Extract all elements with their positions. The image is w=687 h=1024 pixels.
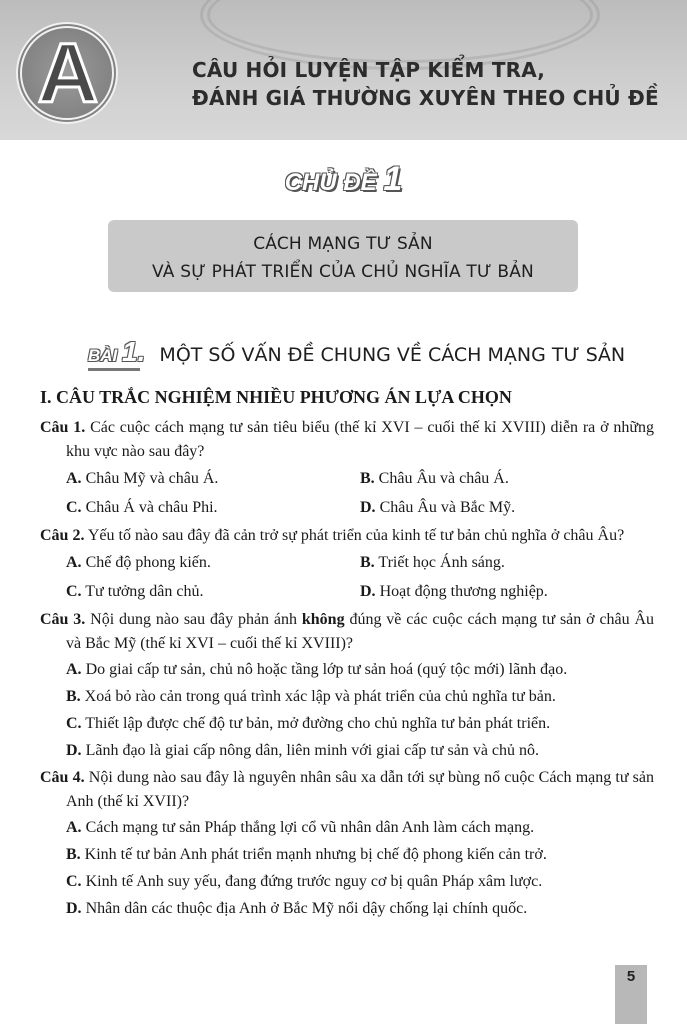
option-d xyxy=(66,895,654,922)
question-body: Các cuộc cách mạng tư sản tiêu biểu (thế kỉ XVI – cuối thế kỉ XVIII) diễn ra ở những khu vực nào sau đây? xyxy=(66,419,655,460)
topic-title-box xyxy=(108,220,578,292)
question-emphasis: không xyxy=(301,611,345,628)
option-text: Châu Mỹ và châu Á. xyxy=(85,470,219,487)
options xyxy=(40,464,654,522)
questions-list xyxy=(40,416,654,924)
option-a xyxy=(66,814,654,841)
question-text xyxy=(40,524,654,548)
lesson-title: MỘT SỐ VẤN ĐỀ CHUNG VỀ CÁCH MẠNG TƯ SẢN xyxy=(159,344,626,366)
option-d xyxy=(360,577,654,606)
option-text: Thiết lập được chế độ tư bản, mở đường cho chủ nghĩa tư bản phát triển. xyxy=(85,715,551,732)
question-text xyxy=(40,766,654,814)
option-letter: A. xyxy=(66,554,82,571)
question-body: Nội dung nào sau đây là nguyên nhân sâu xa dẫn tới sự bùng nổ cuộc Cách mạng tư sản Anh (thế kỉ XVII)? xyxy=(66,769,655,810)
option-d xyxy=(66,737,654,764)
question-3 xyxy=(40,608,654,764)
option-b xyxy=(360,464,654,493)
options-row xyxy=(66,577,654,606)
option-text: Châu Âu và châu Á. xyxy=(378,470,509,487)
question-1 xyxy=(40,416,654,522)
lesson-label-text: BÀI xyxy=(88,346,118,365)
option-letter: D. xyxy=(66,742,82,759)
question-label: Câu 3. xyxy=(40,611,86,628)
topic-title-line1: CÁCH MẠNG TƯ SẢN xyxy=(253,234,433,254)
lesson-heading xyxy=(88,336,658,368)
option-d xyxy=(360,493,654,522)
section-badge-letter: A xyxy=(37,26,99,120)
option-text: Chế độ phong kiến. xyxy=(85,554,211,571)
question-label: Câu 2. xyxy=(40,527,85,544)
option-text: Tư tưởng dân chủ. xyxy=(85,583,204,600)
question-label: Câu 1. xyxy=(40,419,86,436)
option-c xyxy=(66,577,360,606)
option-text: Xoá bỏ rào cản trong quá trình xác lập và phát triển của chủ nghĩa tư bản. xyxy=(84,688,556,705)
option-c xyxy=(66,710,654,737)
option-letter: C. xyxy=(66,873,82,890)
topic-title-line2: VÀ SỰ PHÁT TRIỂN CỦA CHỦ NGHĨA TƯ BẢN xyxy=(152,262,534,282)
page-number: 5 xyxy=(626,968,636,985)
header-title-line1: CÂU HỎI LUYỆN TẬP KIỂM TRA, xyxy=(192,58,546,82)
option-c xyxy=(66,868,654,895)
option-letter: A. xyxy=(66,819,82,836)
question-2 xyxy=(40,524,654,606)
option-b xyxy=(66,841,654,868)
option-letter: A. xyxy=(66,470,82,487)
lesson-label xyxy=(88,336,146,367)
option-letter: B. xyxy=(66,846,81,863)
option-letter: B. xyxy=(360,470,375,487)
option-text: Cách mạng tư sản Pháp thắng lợi cổ vũ nhân dân Anh làm cách mạng. xyxy=(85,819,535,836)
header-title xyxy=(192,56,672,112)
option-text: Kinh tế tư bản Anh phát triển mạnh nhưng bị chế độ phong kiến cản trở. xyxy=(84,846,547,863)
option-text: Triết học Ánh sáng. xyxy=(378,554,505,571)
option-text: Châu Á và châu Phi. xyxy=(85,499,218,516)
topic-heading xyxy=(0,160,687,199)
question-body: Yếu tố nào sau đây đã cản trở sự phát triển của kinh tế tư bản chủ nghĩa ở châu Âu? xyxy=(87,527,625,544)
option-a xyxy=(66,464,360,493)
options xyxy=(40,548,654,606)
options-row xyxy=(66,464,654,493)
options xyxy=(40,814,654,922)
header-title-line2: ĐÁNH GIÁ THƯỜNG XUYÊN THEO CHỦ ĐỀ xyxy=(192,86,659,110)
option-text: Kinh tế Anh suy yếu, đang đứng trước nguy cơ bị quân Pháp xâm lược. xyxy=(85,873,543,890)
topic-label: CHỦ ĐỀ xyxy=(284,169,377,196)
section-title: I. CÂU TRẮC NGHIỆM NHIỀU PHƯƠNG ÁN LỰA CHỌN xyxy=(40,387,512,407)
question-text xyxy=(40,416,654,464)
option-letter: D. xyxy=(360,583,376,600)
topic-number: 1 xyxy=(383,160,403,198)
option-text: Do giai cấp tư sản, chủ nô hoặc tầng lớp tư sản hoá (quý tộc mới) lãnh đạo. xyxy=(85,661,568,678)
options xyxy=(40,656,654,764)
question-text xyxy=(40,608,654,656)
option-text: Hoạt động thương nghiệp. xyxy=(379,583,548,600)
option-text: Châu Âu và Bắc Mỹ. xyxy=(379,499,516,516)
question-4 xyxy=(40,766,654,922)
option-b xyxy=(360,548,654,577)
option-letter: C. xyxy=(66,583,82,600)
option-letter: C. xyxy=(66,715,82,732)
question-label: Câu 4. xyxy=(40,769,85,786)
option-text: Lãnh đạo là giai cấp nông dân, liên minh với giai cấp tư sản và chủ nô. xyxy=(85,742,540,759)
page-header xyxy=(0,0,687,140)
option-c xyxy=(66,493,360,522)
options-row xyxy=(66,548,654,577)
option-letter: C. xyxy=(66,499,82,516)
lesson-underline xyxy=(88,368,140,371)
option-letter: B. xyxy=(66,688,81,705)
option-a xyxy=(66,656,654,683)
option-a xyxy=(66,548,360,577)
option-text: Nhân dân các thuộc địa Anh ở Bắc Mỹ nổi dậy chống lại chính quốc. xyxy=(85,900,528,917)
option-letter: A. xyxy=(66,661,82,678)
option-letter: B. xyxy=(360,554,375,571)
option-b xyxy=(66,683,654,710)
option-letter: D. xyxy=(360,499,376,516)
question-body-start: Nội dung nào sau đây phản ánh xyxy=(90,611,298,628)
options-row xyxy=(66,493,654,522)
lesson-number: 1. xyxy=(122,336,146,367)
option-letter: D. xyxy=(66,900,82,917)
question-body-end: đúng về các cuộc cách mạng tư sản ở châu Âu và Bắc Mỹ (thế kỉ XVI – cuối thế kỉ XVIII)? xyxy=(66,611,655,652)
